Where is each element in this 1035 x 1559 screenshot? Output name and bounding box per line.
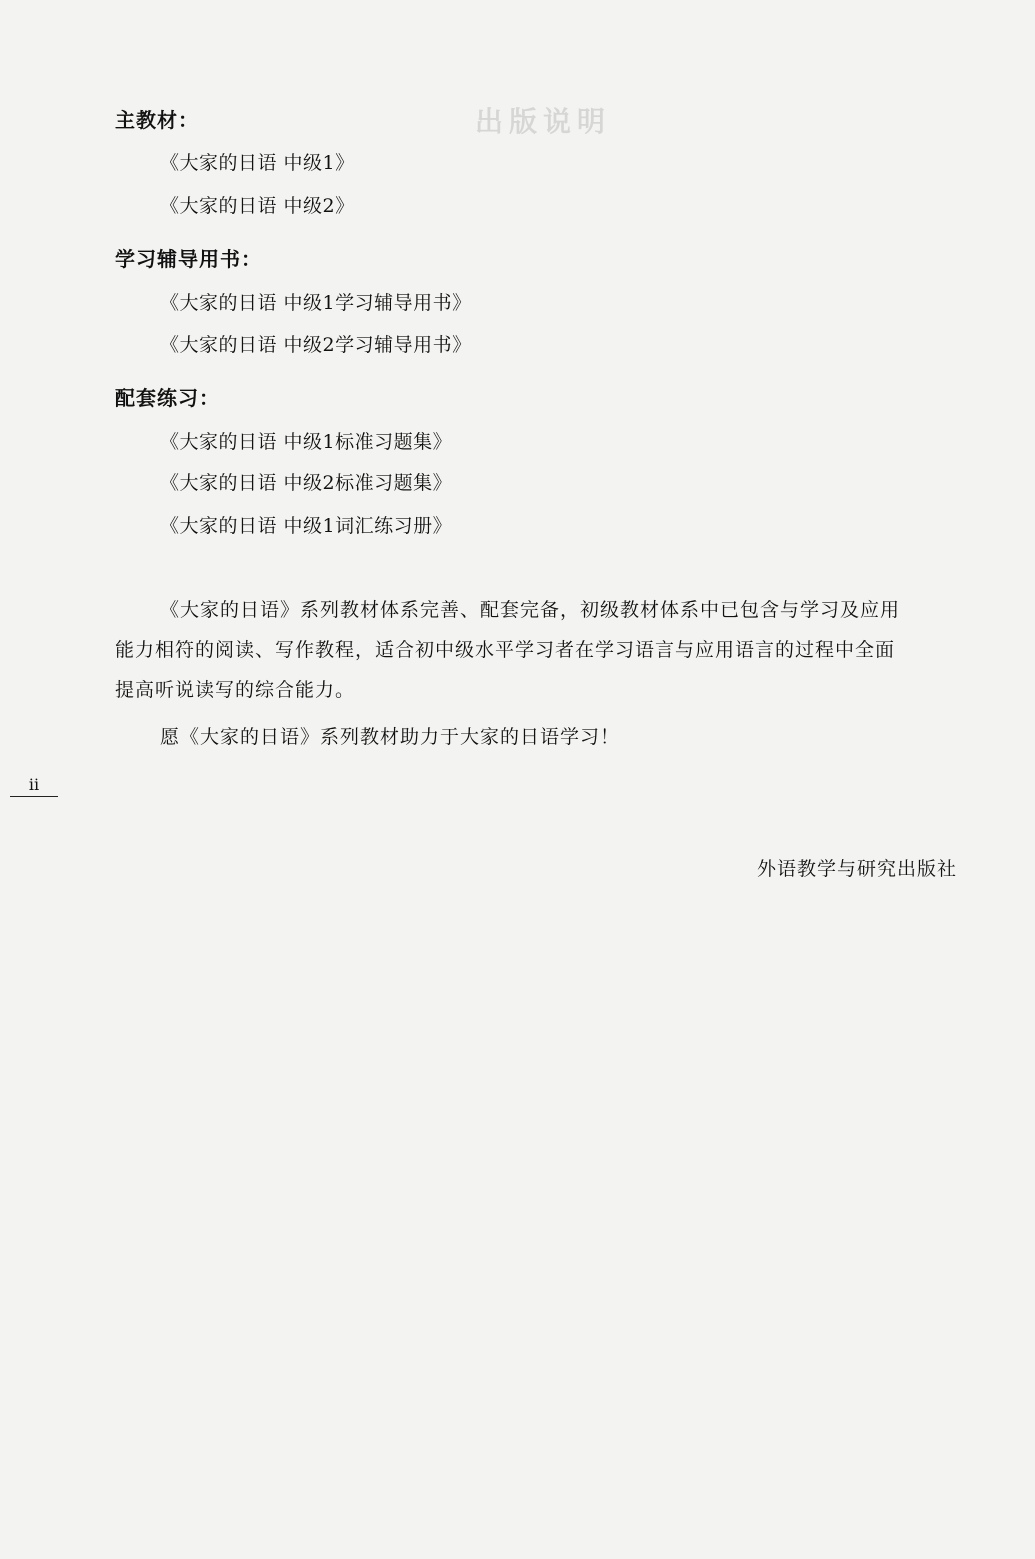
- paragraph-1-line-3: 提高听说读写的综合能力。: [115, 679, 356, 701]
- body-paragraph-2: 愿《大家的日语》系列教材助力于大家的日语学习！: [160, 726, 621, 748]
- heading-study-guides: 学习辅导用书：: [115, 247, 262, 271]
- book-title-guide-2: 《大家的日语 中级2学习辅导用书》: [160, 334, 472, 356]
- book-title-exercise-3: 《大家的日语 中级1词汇练习册》: [160, 515, 453, 537]
- page-number: ii: [10, 775, 58, 797]
- paragraph-1-line-2: 能力相符的阅读、写作教程，适合初中级水平学习者在学习语言与应用语言的过程中全面: [115, 639, 896, 661]
- heading-main-textbooks: 主教材：: [115, 108, 199, 132]
- book-title-exercise-2: 《大家的日语 中级2标准习题集》: [160, 472, 453, 494]
- heading-exercises: 配套练习：: [115, 386, 220, 410]
- book-title-guide-1: 《大家的日语 中级1学习辅导用书》: [160, 292, 472, 314]
- book-title-main-2: 《大家的日语 中级2》: [160, 195, 355, 217]
- show-through-title: 出版说明: [475, 105, 612, 138]
- book-title-main-1: 《大家的日语 中级1》: [160, 152, 355, 174]
- publisher-signature: 外语教学与研究出版社: [756, 858, 957, 880]
- book-title-exercise-1: 《大家的日语 中级1标准习题集》: [160, 431, 453, 453]
- body-paragraph-1: [115, 590, 970, 710]
- paragraph-1-line-1: 《大家的日语》系列教材体系完善、配套完备，初级教材体系中已包含与学习及应用: [160, 599, 901, 621]
